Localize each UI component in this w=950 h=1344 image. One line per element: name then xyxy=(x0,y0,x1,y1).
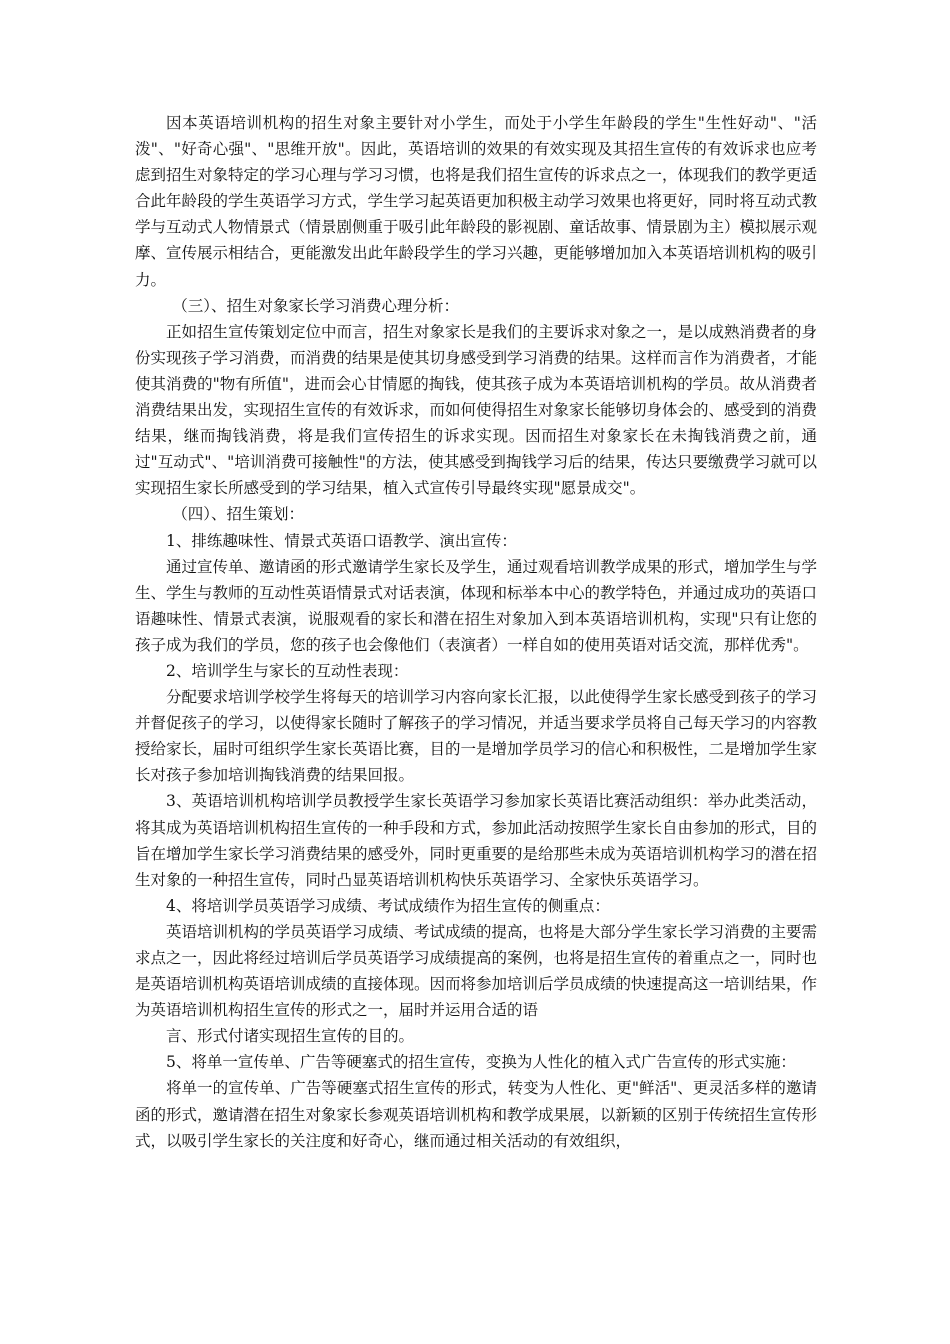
heading-enrollment-plan: （四）、招生策划： xyxy=(172,505,304,524)
item-4-heading: 4、将培训学员英语学习成绩、考试成绩作为招生宣传的侧重点： xyxy=(166,896,610,915)
item-4-body-continued: 言、形式付诸实现招生宣传的目的。 xyxy=(166,1027,415,1046)
item-2-heading: 2、培训学生与家长的互动性表现： xyxy=(166,661,409,680)
paragraph-parent-psychology: 正如招生宣传策划定位中而言，招生对象家长是我们的主要诉求对象之一，是以成熟消费者的身份实现孩子学习消费，而消费的结果是使其切身感受到学习消费的结果。这样而言作为消费者，才能使其消费的"物有所值"，进而会心甘情愿的掏钱，使其孩子成为本英语培训机构的学员。故从消费者消费结果出发，实现招生宣传的有效诉求，而如何使得招生对象家长能够切身体会的、感受到的消费结果，继而掏钱消费，将是我们宣传招生的诉求实现。因而招生对象家长在未掏钱消费之前，通过"互动式"、"培训消费可接触性"的方法，使其感受到掏钱学习后的结果，传达只要缴费学习就可以实现招生家长所感受到的学习结果，植入式宣传引导最终实现"愿景成交"。 xyxy=(135,322,818,498)
item-1-body: 通过宣传单、邀请函的形式邀请学生家长及学生，通过观看培训教学成果的形式，增加学生与学生、学生与教师的互动性英语情景式对话表演，体现和标举本中心的教学特色，并通过成功的英语口语趣味性、情景式表演，说服观看的家长和潜在招生对象加入到本英语培训机构，实现"只有让您的孩子成为我们的学员，您的孩子也会像他们（表演者）一样自如的使用英语对话交流，那样优秀"。 xyxy=(135,557,818,654)
item-5-heading: 5、将单一宣传单、广告等硬塞式的招生宣传，变换为人性化的植入式广告宣传的形式实施： xyxy=(166,1053,796,1072)
item-5-body: 将单一的宣传单、广告等硬塞式招生宣传的形式，转变为人性化、更"鲜活"、更灵活多样的邀请函的形式，邀请潜在招生对象家长参观英语培训机构和教学成果展，以新颖的区别于传统招生宣传形式，以吸引学生家长的关注度和好奇心，继而通过相关活动的有效组织， xyxy=(135,1079,818,1150)
paragraph-target-students: 因本英语培训机构的招生对象主要针对小学生，而处于小学生年龄段的学生"生性好动"、"活泼"、"好奇心强"、"思维开放"。因此，英语培训的效果的有效实现及其招生宣传的有效诉求也应考虑到招生对象特定的学习心理与学习习惯，也将是我们招生宣传的诉求点之一，体现我们的教学更适合此年龄段的学生英语学习方式，学生学习起英语更加积极主动学习效果也将更好，同时将互动式教学与互动式人物情景式（情景剧侧重于吸引此年龄段的影视剧、童话故事、情景剧为主）模拟展示观摩、宣传展示相结合，更能激发出此年龄段学生的学习兴趣，更能够增加加入本英语培训机构的吸引力。 xyxy=(135,114,818,289)
document-body xyxy=(135,110,817,1154)
item-3-body: 3、英语培训机构培训学员教授学生家长英语学习参加家长英语比赛活动组织：举办此类活动，将其成为英语培训机构招生宣传的一种手段和方式，参加此活动按照学生家长自由参加的形式，目的旨在增加学生家长学习消费结果的感受外，同时更重要的是给那些未成为英语培训机构学习的潜在招生对象的一种招生宣传，同时凸显英语培训机构快乐英语学习、全家快乐英语学习。 xyxy=(135,792,818,889)
item-2-body: 分配要求培训学校学生将每天的培训学习内容向家长汇报，以此使得学生家长感受到孩子的学习并督促孩子的学习，以使得家长随时了解孩子的学习情况，并适当要求学员将自己每天学习的内容教授给家长，届时可组织学生家长英语比赛，目的一是增加学员学习的信心和积极性，二是增加学生家长对孩子参加培训掏钱消费的结果回报。 xyxy=(135,688,818,785)
item-4-body: 英语培训机构的学员英语学习成绩、考试成绩的提高，也将是大部分学生家长学习消费的主要需求点之一，因此将经过培训后学员英语学习成绩提高的案例，也将是招生宣传的着重点之一，同时也是英语培训机构英语培训成绩的直接体现。因而将参加培训后学员成绩的快速提高这一培训结果，作为英语培训机构招生宣传的形式之一，届时并运用合适的语 xyxy=(135,922,818,1020)
heading-parent-psychology: （三）、招生对象家长学习消费心理分析： xyxy=(172,296,459,315)
item-1-heading: 1、排练趣味性、情景式英语口语教学、演出宣传： xyxy=(166,531,517,550)
